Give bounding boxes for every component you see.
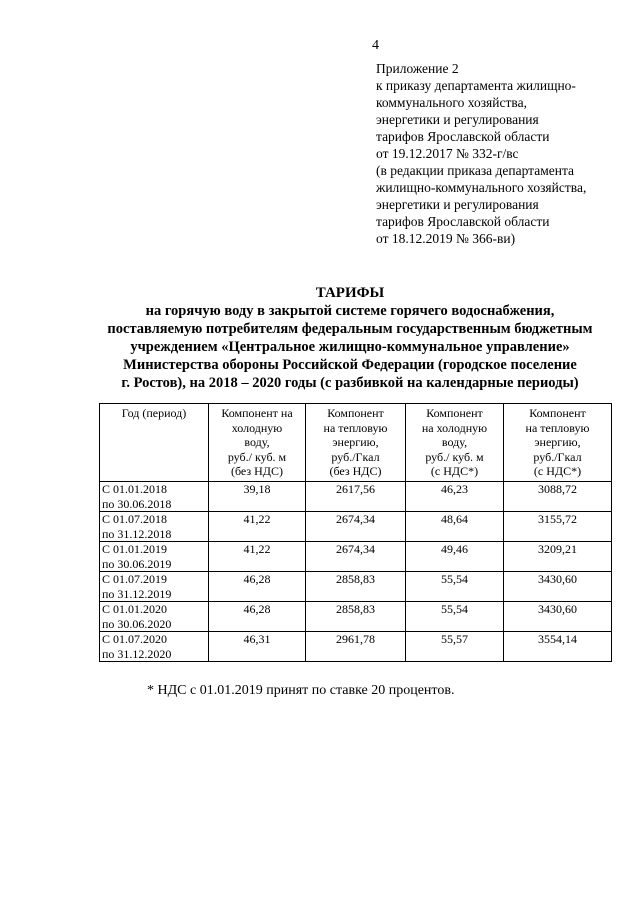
appendix-line: (в редакции приказа департамента [376,163,575,178]
appendix-reference [376,60,586,247]
title-line: на горячую воду в закрытой системе горячего водоснабжения, [145,303,555,319]
table-row [100,632,612,662]
value-cell: 46,31 [209,632,306,662]
period-start: С 01.07.2020 [102,632,168,646]
table-row [100,542,612,572]
value-cell: 55,54 [406,602,504,632]
title-line: Министерства обороны Российской Федерации (городское поселение [123,357,577,373]
value-cell: 3554,14 [504,632,612,662]
value-cell: 41,22 [209,512,306,542]
header-cold-water-with-vat [406,404,504,482]
value-cell: 41,22 [209,542,306,572]
table-row [100,512,612,542]
header-line: холодную [231,420,283,435]
header-line: Компонент на [221,406,293,420]
value-cell: 3430,60 [504,602,612,632]
appendix-line: энергетики и регулирования [376,112,539,127]
header-line: воду, [441,435,468,449]
header-line: на тепловую [525,420,590,435]
value-cell: 49,46 [406,542,504,572]
header-line: на тепловую [323,420,388,435]
period-start: С 01.01.2020 [102,602,168,616]
header-line: (без НДС) [329,464,382,478]
value-cell: 55,54 [406,572,504,602]
appendix-line: жилищно-коммунального хозяйства, [376,180,587,195]
period-end: по 31.12.2018 [102,526,172,541]
document-title [60,284,640,392]
value-cell: 39,18 [209,482,306,512]
value-cell: 3209,21 [504,542,612,572]
appendix-line: от 19.12.2017 № 332-г/вс [376,146,519,161]
table-row [100,572,612,602]
value-cell: 46,28 [209,572,306,602]
title-line: учреждением «Центральное жилищно-коммунальное управление» [130,339,570,355]
appendix-line: от 18.12.2019 № 366-ви) [376,231,516,246]
header-cold-water-no-vat [209,404,306,482]
header-period [100,404,209,482]
header-line: Компонент [327,406,384,420]
period-start: С 01.07.2019 [102,572,168,586]
header-heat-energy-no-vat [306,404,406,482]
header-line: руб./ куб. м [227,449,287,464]
header-line: руб./Гкал [533,449,582,464]
value-cell: 55,57 [406,632,504,662]
header-line: (с НДС*) [533,464,582,478]
value-cell: 3155,72 [504,512,612,542]
period-end: по 31.12.2019 [102,586,172,601]
value-cell: 3088,72 [504,482,612,512]
period-cell [100,602,209,632]
table-row [100,602,612,632]
header-line: энергию, [332,435,379,449]
appendix-line: энергетики и регулирования [376,197,539,212]
header-line: Компонент [426,406,483,420]
period-cell [100,482,209,512]
title-line: г. Ростов), на 2018 – 2020 годы (с разбивкой на календарные периоды) [121,375,579,391]
header-line: руб./Гкал [331,449,380,464]
table-header-row [100,404,612,482]
tariffs-table [99,403,612,662]
value-cell: 46,23 [406,482,504,512]
period-start: С 01.01.2019 [102,542,168,556]
period-cell [100,632,209,662]
vat-footnote: * НДС с 01.01.2019 принят по ставке 20 процентов. [147,683,455,698]
header-line: Компонент [529,406,586,420]
appendix-line: тарифов Ярославской области [376,129,550,144]
period-start: С 01.01.2018 [102,482,168,496]
value-cell: 2617,56 [306,482,406,512]
value-cell: 2858,83 [306,602,406,632]
period-cell [100,512,209,542]
value-cell: 2674,34 [306,512,406,542]
value-cell: 2961,78 [306,632,406,662]
header-line: энергию, [534,435,581,449]
value-cell: 3430,60 [504,572,612,602]
page-number: 4 [372,38,379,53]
value-cell: 2674,34 [306,542,406,572]
appendix-line: к приказу департамента жилищно- [376,78,576,93]
appendix-line: коммунального хозяйства, [376,95,527,110]
table-row [100,482,612,512]
header-line: на холодную [421,420,488,435]
header-line: (без НДС) [230,464,283,478]
header-line: руб./ куб. м [425,449,484,464]
period-cell [100,572,209,602]
period-end: по 30.06.2019 [102,556,172,571]
period-end: по 30.06.2020 [102,616,172,631]
header-line: Год (период) [121,406,187,420]
value-cell: 2858,83 [306,572,406,602]
header-line: (с НДС*) [430,464,479,478]
period-end: по 31.12.2020 [102,646,172,661]
period-cell [100,542,209,572]
period-end: по 30.06.2018 [102,496,172,511]
header-heat-energy-with-vat [504,404,612,482]
period-start: С 01.07.2018 [102,512,168,526]
title-heading: ТАРИФЫ [315,285,385,301]
value-cell: 48,64 [406,512,504,542]
value-cell: 46,28 [209,602,306,632]
appendix-line: Приложение 2 [376,61,459,76]
title-line: поставляемую потребителям федеральным государственным бюджетным [107,321,593,337]
header-line: воду, [244,435,270,449]
appendix-line: тарифов Ярославской области [376,214,550,229]
